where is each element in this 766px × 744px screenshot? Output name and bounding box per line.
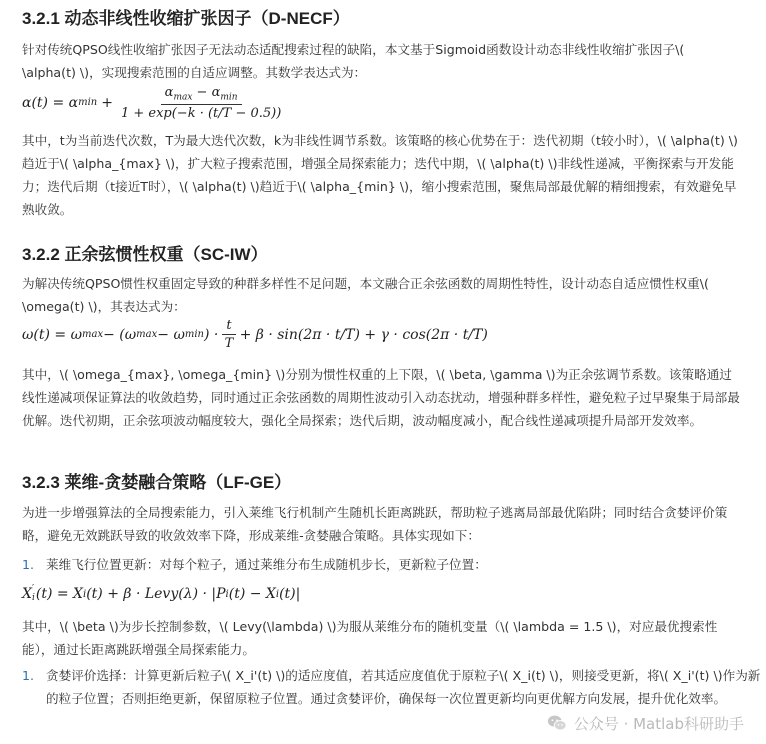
section-intro-3-2-1: 针对传统QPSO线性收缩扩张因子无法动态适配搜索过程的缺陷，本文基于Sigmoid函数设计动态非线性收缩扩张因子\( \alpha(t) \)，实现搜索范围的自适应调整。其数学表达式为：: [22, 42, 685, 80]
section-heading-3-2-2: 3.2.2 正余弦惯性权重（SC-IW）: [22, 245, 268, 264]
levy-explanation: 其中，\( \beta \)为步长控制参数，\( Levy(\lambda) \)为服从莱维分布的随机变量（\( \lambda = 1.5 \)，对应最优搜索性能），通过长距离跳跃增强全局探索能力。: [22, 619, 718, 657]
section-heading-3-2-3: 3.2.3 莱维-贪婪融合策略（LF-GE）: [22, 473, 292, 492]
list-item-levy: 1. 莱维飞行位置更新：对每个粒子，通过莱维分布生成随机步长，更新粒子位置：: [22, 557, 487, 572]
formula-omega: ω(t) = ω max − (ω max − ω min ) · $\frac{t}{T}$ + β · sin(2π · t/T) + γ · cos(2π · t/T): [22, 318, 488, 351]
formula-levy-update: X ′ i (t) = X i (t) + β · Levy(λ) · |P i (t) − X i (t)|: [22, 584, 301, 603]
formula-alpha: α(t) = α min + $\frac{\alpha_{max} - \alpha_{min}}{1 + \exp(-k \cdot (t/T - 0.5))}$: [22, 85, 282, 121]
watermark: [546, 712, 744, 734]
section-heading-3-2-1: 3.2.1 动态非线性收缩扩张因子（D-NECF）: [22, 9, 350, 28]
section-body-3-2-1: 其中，t为当前迭代次数，T为最大迭代次数，k为非线性调节系数。该策略的核心优势在于：迭代初期（t较小时），\( \alpha(t) \)趋近于\( \alpha_{max} \)，扩大粒子搜索范围，增强全局探索能力；迭代中期，\( \alpha(t) \)非线性递减，平衡探索与开发能力；迭代后期（t接近T时），\( \alpha(t) \)趋近于\( \alpha_{min} \)，缩小搜索范围，聚焦局部最优解的精细搜索，有效避免早熟收敛。: [22, 133, 738, 217]
section-intro-3-2-2: 为解决传统QPSO惯性权重固定导致的种群多样性不足问题，本文融合正余弦函数的周期性特性，设计动态自适应惯性权重\( \omega(t) \)，其表达式为：: [22, 276, 709, 314]
section-intro-3-2-3: 为进一步增强算法的全局搜索能力，引入莱维飞行机制产生随机长距离跳跃，帮助粒子逃离局部最优陷阱；同时结合贪婪评价策略，避免无效跳跃导致的收敛效率下降，形成莱维-贪婪融合策略。具体实现如下：: [22, 505, 728, 543]
alpha-fraction: $\frac{\alpha_{max} - \alpha_{min}}{1 + \exp(-k \cdot (t/T - 0.5))}$: [120, 85, 282, 121]
t-over-T-fraction: $\frac{t}{T}$: [222, 318, 235, 351]
list-item-greedy: 1. 贪婪评价选择：计算更新后粒子\( X_i'(t) \)的适应度值，若其适应度值优于原粒子\( X_i(t) \)，则接受更新，将\( X_i'(t) \)作为新的粒子位置；否则拒绝更新，保留原粒子位置。通过贪婪评价，确保每一次位置更新均向更优解方向发展，提升优化效率。: [22, 668, 761, 706]
wechat-icon: [546, 712, 568, 734]
watermark-text: 公众号 · Matlab科研助手: [573, 714, 744, 733]
section-body-3-2-2: 其中，\( \omega_{max}, \omega_{min} \)分别为惯性权重的上下限，\( \beta, \gamma \)为正余弦调节系数。该策略通过线性递减项保证算法的收敛趋势，同时通过正余弦函数的周期性波动引入动态扰动，增强种群多样性，避免粒子过早聚集于局部最优解。迭代初期，正余弦项波动幅度较大，强化全局探索；迭代后期，波动幅度减小，配合线性递减项提升局部开发效率。: [22, 367, 740, 428]
